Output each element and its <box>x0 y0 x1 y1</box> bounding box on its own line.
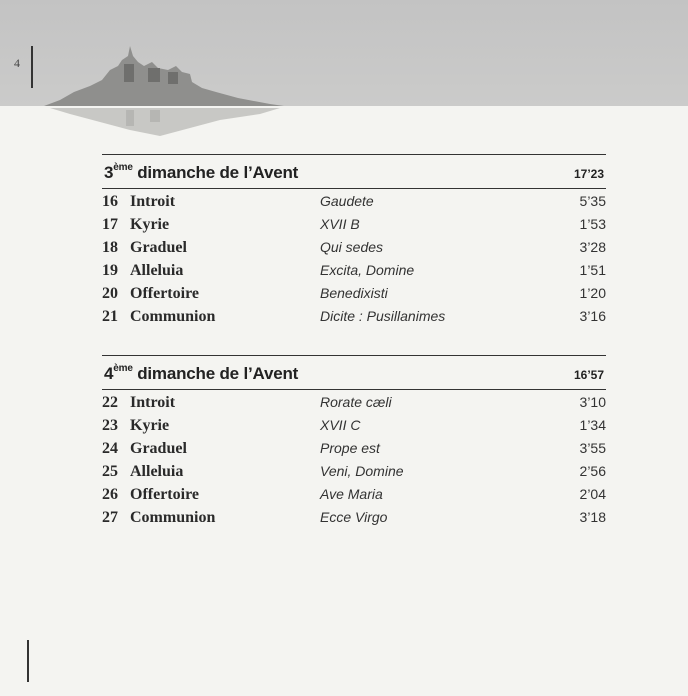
track-number: 17 <box>102 216 118 233</box>
track-duration: 1’51 <box>579 262 606 278</box>
track-duration: 3’28 <box>579 239 606 255</box>
track-incipit: Rorate cæli <box>320 394 392 410</box>
track-duration: 3’55 <box>579 440 606 456</box>
section-third-sunday <box>102 154 606 331</box>
track-duration: 1’20 <box>579 285 606 301</box>
track-part: Offertoire <box>130 285 199 302</box>
track-number: 24 <box>102 440 118 457</box>
ordinal-suffix: ème <box>113 363 133 375</box>
track-row <box>102 193 606 216</box>
track-row <box>102 509 606 532</box>
track-row <box>102 486 606 509</box>
track-part: Communion <box>130 308 216 325</box>
track-incipit: Benedixisti <box>320 285 388 301</box>
track-number: 25 <box>102 463 118 480</box>
track-number: 23 <box>102 417 118 434</box>
track-duration: 5’35 <box>579 193 606 209</box>
track-row <box>102 394 606 417</box>
section-total-duration: 17’23 <box>573 167 604 181</box>
abbey-island-illustration <box>40 40 290 140</box>
track-incipit: Gaudete <box>320 193 374 209</box>
track-number: 27 <box>102 509 118 526</box>
track-list <box>102 394 606 532</box>
title-text: dimanche de l’Avent <box>137 163 299 182</box>
section-total-duration: 16’57 <box>573 368 604 382</box>
ordinal-suffix: ème <box>113 162 133 174</box>
section-fourth-sunday <box>102 355 606 532</box>
title-text: dimanche de l’Avent <box>137 364 299 383</box>
ordinal-number: 3 <box>104 163 114 182</box>
track-row <box>102 285 606 308</box>
section-title-row <box>102 356 606 390</box>
section-title <box>104 163 298 183</box>
track-incipit: Ecce Virgo <box>320 509 388 525</box>
track-duration: 3’16 <box>579 308 606 324</box>
track-number: 22 <box>102 394 118 411</box>
footer-divider <box>27 640 29 682</box>
track-incipit: Veni, Domine <box>320 463 404 479</box>
track-part: Communion <box>130 509 216 526</box>
track-incipit: Qui sedes <box>320 239 384 255</box>
track-row <box>102 463 606 486</box>
track-part: Alleluia <box>130 262 184 279</box>
track-list <box>102 193 606 331</box>
track-part: Kyrie <box>130 417 170 434</box>
track-row <box>102 262 606 285</box>
track-duration: 3’18 <box>579 509 606 525</box>
track-row <box>102 216 606 239</box>
track-number: 19 <box>102 262 118 279</box>
track-part: Introit <box>130 193 176 210</box>
track-part: Kyrie <box>130 216 170 233</box>
track-row <box>102 417 606 440</box>
track-number: 26 <box>102 486 118 503</box>
track-number: 21 <box>102 308 118 325</box>
track-incipit: XVII B <box>320 216 360 232</box>
page-number: 4 <box>14 56 20 70</box>
track-duration: 3’10 <box>579 394 606 410</box>
ordinal-number: 4 <box>104 364 114 383</box>
track-row <box>102 308 606 331</box>
track-incipit: Excita, Domine <box>320 262 415 278</box>
track-incipit: XVII C <box>320 417 361 433</box>
track-incipit: Prope est <box>320 440 380 456</box>
track-number: 16 <box>102 193 118 210</box>
track-number: 18 <box>102 239 118 256</box>
track-duration: 1’53 <box>579 216 606 232</box>
track-number: 20 <box>102 285 118 302</box>
track-part: Graduel <box>130 440 187 457</box>
track-duration: 1’34 <box>579 417 606 433</box>
track-row <box>102 239 606 262</box>
track-part: Introit <box>130 394 176 411</box>
track-duration: 2’04 <box>579 486 606 502</box>
track-duration: 2’56 <box>579 463 606 479</box>
track-row <box>102 440 606 463</box>
header-divider <box>31 46 33 88</box>
track-part: Offertoire <box>130 486 199 503</box>
track-incipit: Dicite : Pusillanimes <box>320 308 446 324</box>
section-title <box>104 364 298 384</box>
section-title-row <box>102 155 606 189</box>
track-part: Graduel <box>130 239 187 256</box>
track-part: Alleluia <box>130 463 184 480</box>
track-incipit: Ave Maria <box>320 486 383 502</box>
